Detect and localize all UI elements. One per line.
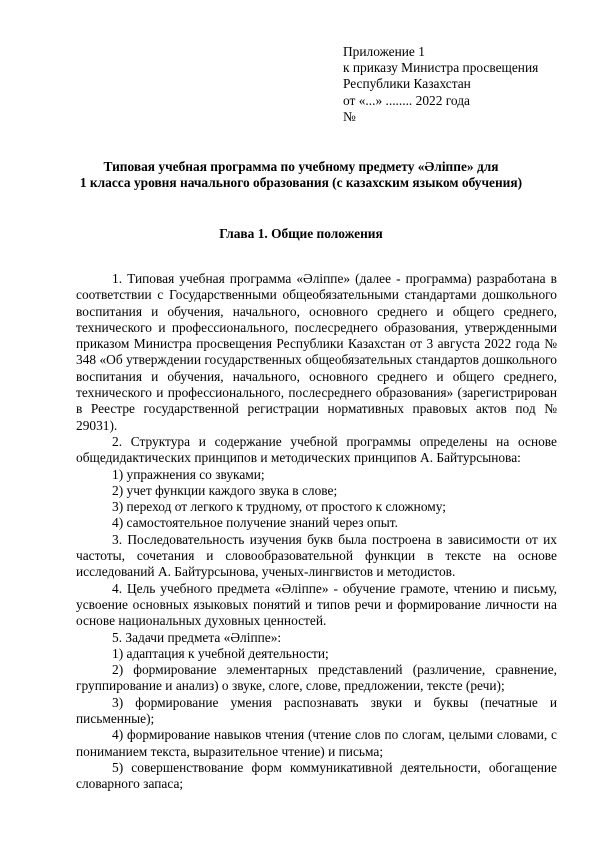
- paragraph: 1. Типовая учебная программа «Әліппе» (далее - программа) разработана в соответствии с Государственными общеобязательными стандартами дошкольного воспитания и обучения, начального, основного среднего и общего среднего, технического и профессионального, послесреднего образования, утвержденными приказом Министра просвещения Республики Казахстан от 3 августа 2022 года № 348 «Об утверждении государственных общеобязательных стандартов дошкольного воспитания и обучения, начального, основного среднего и общего среднего, технического и профессионального, послесреднего образования» (зарегистрирован в Реестре государственной регистрации нормативных правовых актов под № 29031).: [76, 271, 557, 433]
- appendix-line: Приложение 1: [343, 44, 425, 59]
- appendix-line: Республики Казахстан: [343, 76, 471, 92]
- appendix-line: к приказу Министра просвещения: [343, 60, 539, 76]
- list-item: 2) учет функции каждого звука в слове;: [112, 482, 338, 498]
- list-item: 2) формирование элементарных представлений (различение, сравнение, группирование и анализ) о звуке, слоге, слове, предложении, тексте (речи);: [76, 662, 557, 694]
- paragraph: 4. Цель учебного предмета «Әліппе» - обучение грамоте, чтению и письму, усвоение основных языковых понятий и типов речи и формирование личности на основе национальных духовных ценностей.: [76, 580, 557, 629]
- list-item: 1) адаптация к учебной деятельности;: [112, 645, 329, 661]
- chapter-heading: Глава 1. Общие положения: [219, 226, 383, 241]
- title-line: Типовая учебная программа по учебному предмету «Әліппе» для: [103, 159, 499, 174]
- body-text: [76, 271, 557, 793]
- list-item: 4) формирование навыков чтения (чтение слов по слогам, целыми словами, с пониманием текста, выразительное чтение) и письма;: [76, 727, 557, 759]
- list-item: 1) упражнения со звуками;: [112, 466, 265, 482]
- list-item: 4) самостоятельное получение знаний через опыт.: [112, 515, 398, 531]
- appendix-line: от «...» ........ 2022 года: [343, 92, 470, 108]
- paragraph: 3. Последовательность изучения букв была построена в зависимости от их частоты, сочетания и словообразовательной функции в тексте на основе исследований А. Байтурсынова, ученых-лингвистов и методистов.: [76, 531, 557, 580]
- paragraph: 2. Структура и содержание учебной программы определены на основе общедидактических принципов и методических принципов А. Байтурсынова:: [76, 433, 557, 466]
- title-line: 1 класса уровня начального образования (с казахским языком обучения): [79, 175, 523, 191]
- paragraph: 5. Задачи предмета «Әліппе»:: [112, 629, 282, 645]
- document-title: [50, 159, 552, 191]
- appendix-line: №: [343, 108, 356, 124]
- list-item: 3) переход от легкого к трудному, от простого к сложному;: [112, 499, 447, 515]
- appendix-block: [343, 44, 538, 125]
- list-item: 5) совершенствование форм коммуникативной деятельности, обогащение словарного запаса;: [76, 759, 557, 792]
- list-item: 3) формирование умения распознавать звуки и буквы (печатные и письменные);: [76, 694, 557, 727]
